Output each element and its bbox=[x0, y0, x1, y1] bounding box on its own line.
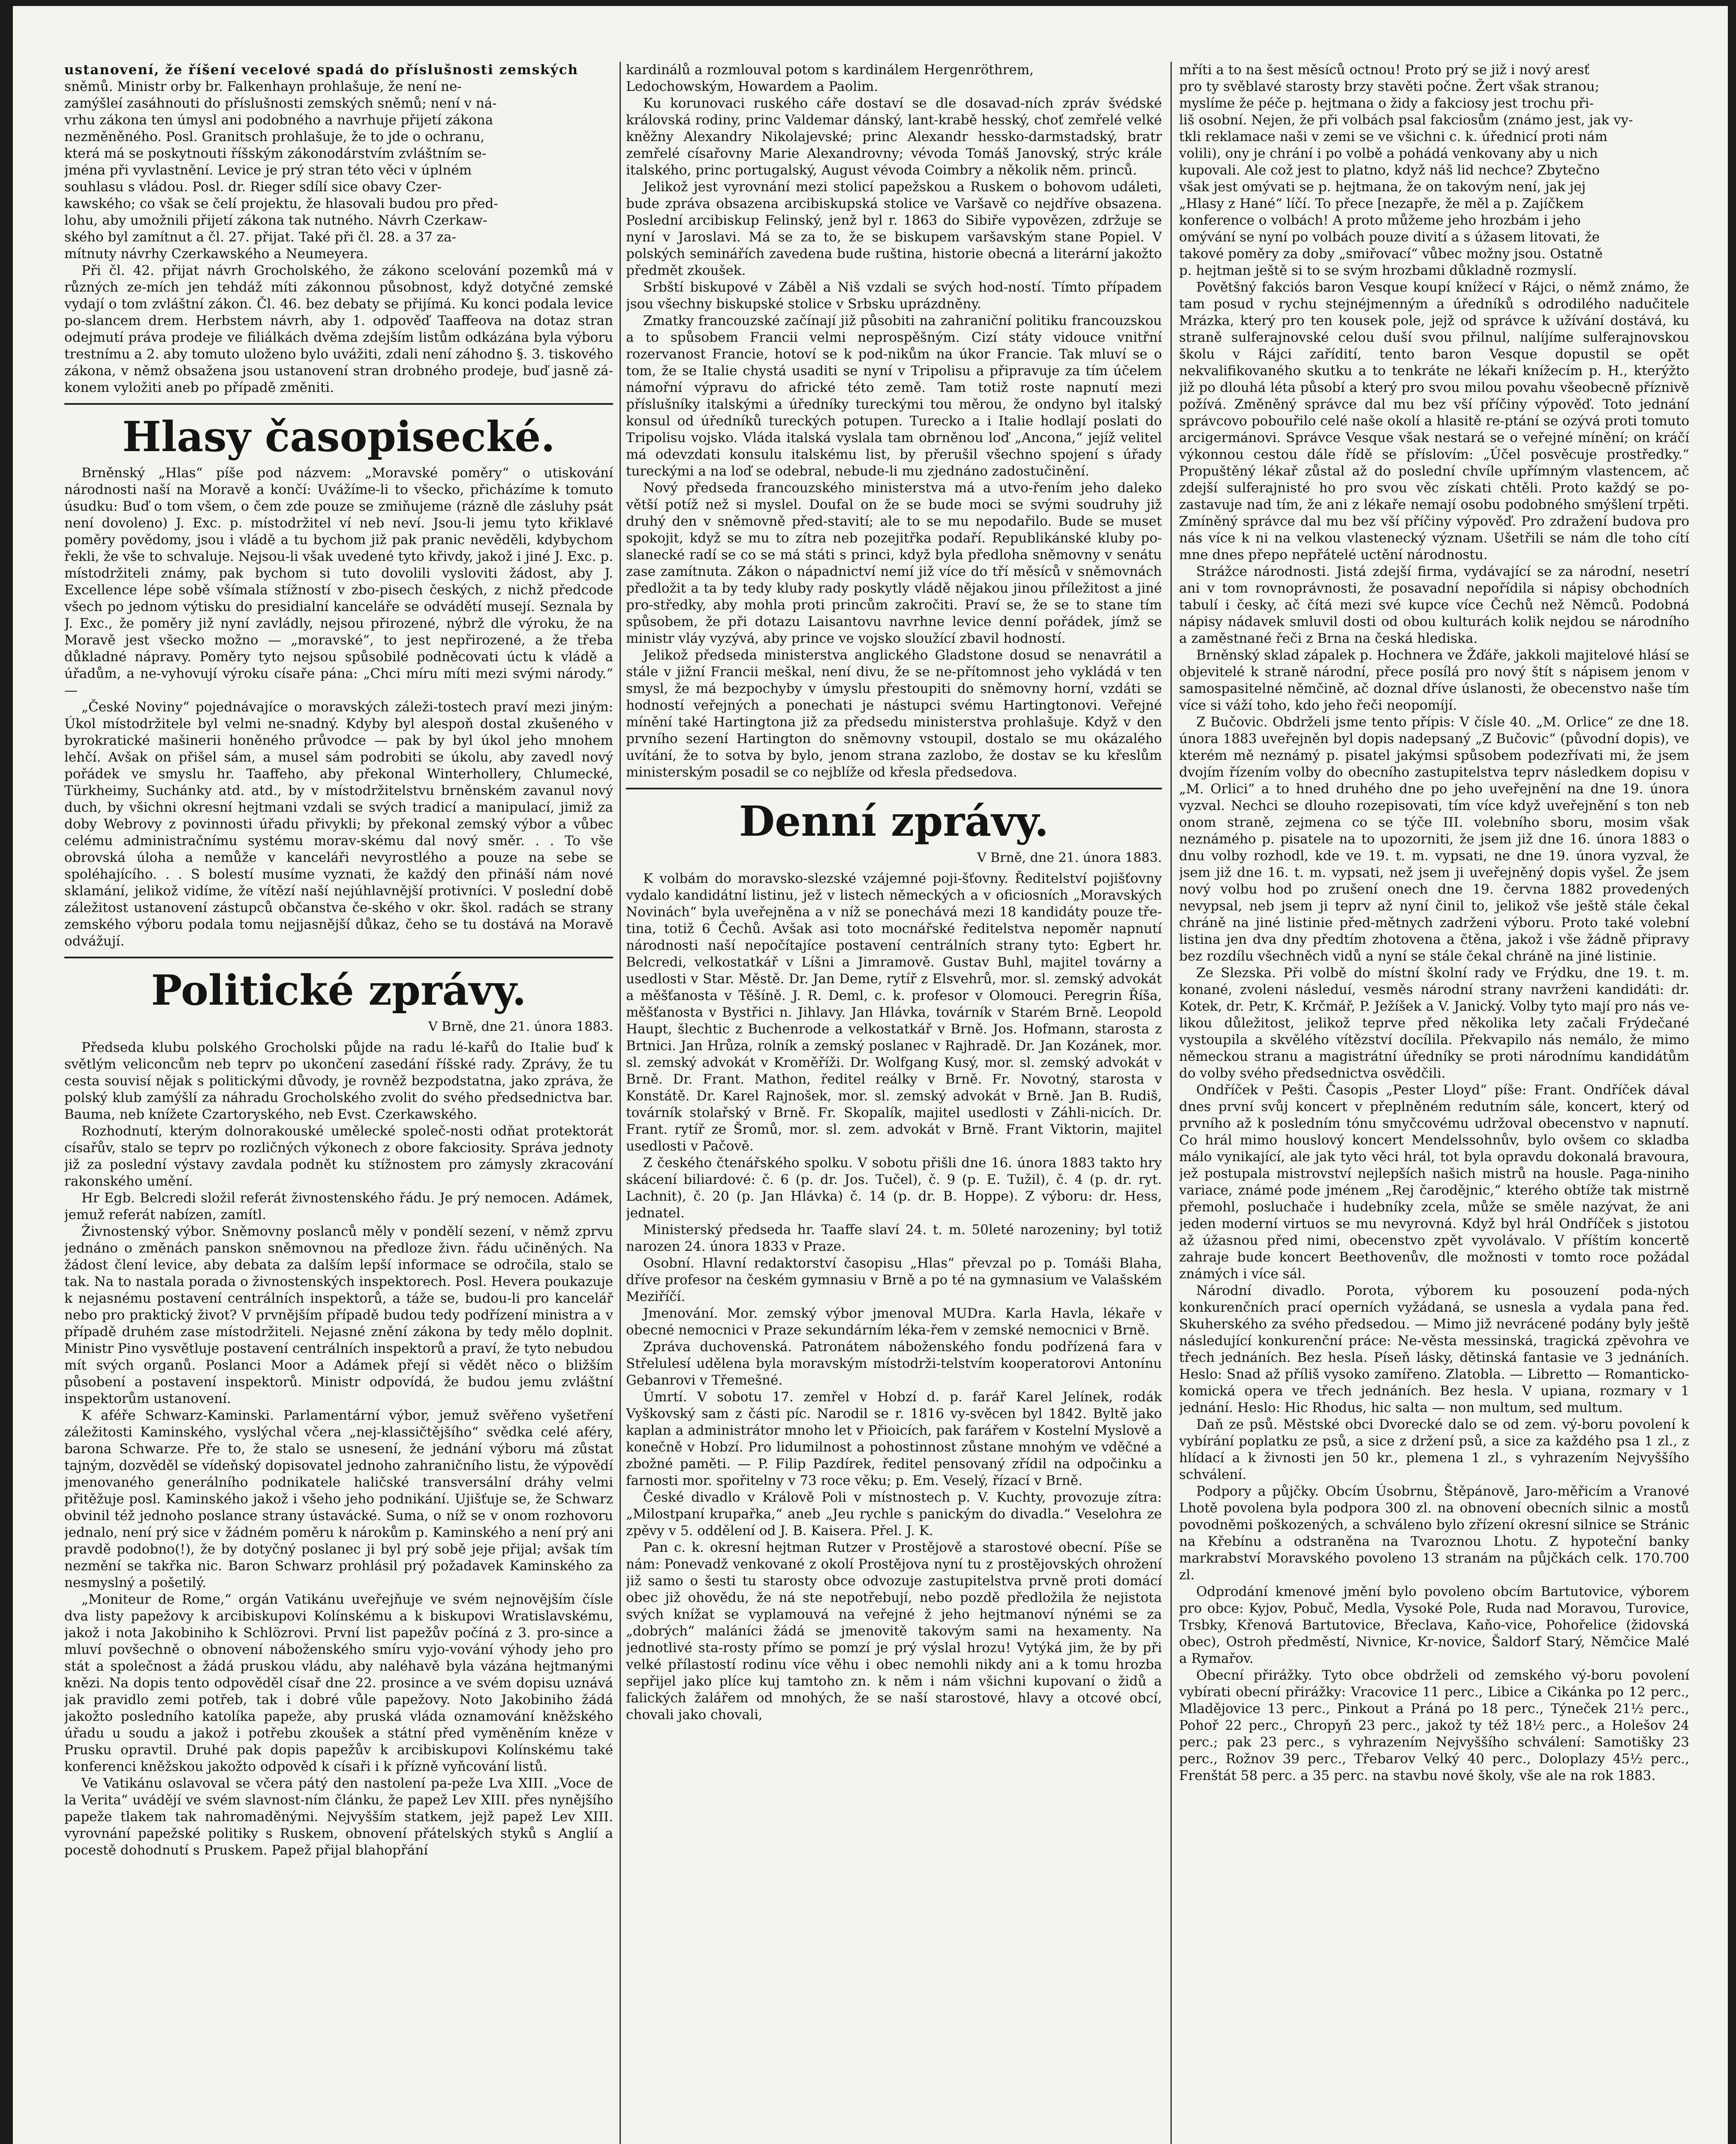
article-paragraph: Jelikož předseda ministerstva anglického Gladstone dosud se nenavrátil a stále v jižní Francii meškal, není divu, že se ne-přítomnost jeho vykládá v ten smysl, že má bezpochyby v úmyslu přestoupiti do sněmovny horní, vzdáti se hodností veřejných a ponechati je nástupci svému Hartingtonovi. Veřejné mínění také Hartingtona již za předsedu ministerstva prohlašuje. Když v den prvního sezení Hartington do sněmovny vstoupil, dostalo se mu okázalého uvítání, že to sotva by bylo, jenom strana zazlobo, že dostav se ku křeslům ministerským posadil se co nejblíže od křesla předsedova. bbox=[626, 647, 1162, 780]
text-line: kawského; co však se čelí projektu, že hlasovali budou pro před- bbox=[64, 196, 498, 211]
article-paragraph: Z českého čtenářského spolku. V sobotu přišli dne 16. února 1883 takto hry skácení biliardové: č. 6 (p. dr. Jos. Tučel), č. 9 (p. E. Tužil), č. 4 (p. dr. ryt. Lachnit), č. 20 (p. Jan Hlávka) č. 14 (p. dr. B. Hoppe). Z výboru: dr. Hess, jednatel. bbox=[626, 1155, 1162, 1221]
article-paragraph: Živnostenský výbor. Sněmovny poslanců měly v pondělí sezení, v němž zprvu jednáno o změnách panskon sněmovnou na předloze živn. řádu učiněných. Na žádost člení levice, aby debata za dalším lepší informace se odročila, stalo se tak. Na to nastala porada o živnostenských inspektorech. Posl. Hevera poukazuje k nejasnému postavení centrálních inspektorů, a táže se, budou-li pro kancelář nebo pro praktický život? V prvnějším případě budou tedy podřízení ministra a v případě druhém zase místodržiteli. Nejasné znění zákona by tedy mělo doplnit. Ministr Pino vysvětluje postavení centrálních inspektorů a praví, že tyto nebudou mít svých organů. Poslanci Moor a Adámek přejí si vědět něco o bližším působení a postavení inspektorů. Ministr odpovídá, že budou jemu zvláštní inspektorům ustanovení. bbox=[64, 1224, 613, 1406]
column-1 bbox=[64, 62, 613, 2144]
article-paragraph: Nový předseda francouzského ministerstva má a utvo-řením jeho daleko větší potíž než si myslel. Doufal on že se bude moci se svými soudruhy již druhý den v sněmovně před-stavití; ale to se mu nepodařilo. Bude se muset spokojit, když se mu to zítra neb pozejitřka podaří. Republikánské kluby po-slanecké radí se co se má státi s princi, když byla předloha sněmovny v senátu zase zamítnuta. Zákon o nápadnictví nemí již více do tří měsíců v sněmovnách předložit a ta by tedy kluby rady poskytly vládě nějakou jinou příležitost a jiné pro-středky, aby mohla proti princům zakročiti. Praví se, že se to stane tím spůsobem, že při dotazu Laisantovu navrhne levice denní pořádek, jímž se ministr vláy vyzývá, aby prince ve vojsko sloužící zbavil hodností. bbox=[626, 480, 1162, 646]
article-paragraph: Při čl. 42. přijat návrh Grocholského, že zákono scelování pozemků má v různých ze-mích jen tehdáž míti zákonnou působnost, když dotyčné zemské vydají o tom zvláštní zákon. Čl. 46. bez debaty se přijímá. Ku konci podala levice po-slancem drem. Herbstem návrh, aby 1. odpověď Taaffeova na dotaz stran odejmutí práva prodeje ve filiálkách dvěma zdejším listům odkázána byla výboru trestnímu a 2. aby tomuto uloženo bylo uvážiti, zdali není záhodno §. 3. tiskového zákona, v němž obsažena jsou ustanovení stran drobného prodeje, buď jasně zá-konem vyložiti aneb po případě změniti. bbox=[64, 263, 613, 395]
section-divider bbox=[626, 788, 1162, 789]
article-paragraph: Podpory a půjčky. Obcím Úsobrnu, Štěpánově, Jaro-měřicím a Vranové Lhotě povolena byla podpora 300 zl. na obnovení obecních silnic a mostů povodněmi poškozených, a schváleno bylo zřízení okresní silnice se Stránic na Křebínu a odstraněna na Tvaroznou Lhotu. Z hypoteční banky markrabství Moravského povoleno 13 stranám na půjčkách celk. 170.700 zl. bbox=[1179, 1484, 1689, 1583]
text-line: konference o volbách! A proto můžeme jeho hrozbám i jeho bbox=[1179, 213, 1581, 228]
article-paragraph: Odprodání kmenové jmění bylo povoleno obcím Bartutovice, výborem pro obce: Kyjov, Pobuč, Medla, Vysoké Pole, Ruda nad Moravou, Turovice, Trsbky, Křenová Bartutovice, Břeclava, Kaňo-vice, Pohořelice (židovská obec), Ostroh předměstí, Nivnice, Kr-novice, Šaldorf Starý, Němčice Malé a Rymařov. bbox=[1179, 1584, 1689, 1666]
text-line: kupovali. Ale což jest to platno, když náš lid nechce? Zbytečno bbox=[1179, 163, 1600, 178]
article-paragraph: Srbští biskupové v Záběl a Niš vzdali se svých hod-ností. Tímto případem jsou všechny biskupské stolice v Srbsku uprázdněny. bbox=[626, 280, 1162, 312]
newspaper-page bbox=[13, 6, 1728, 2144]
text-line: sněmů. Ministr orby br. Falkenhayn prohlašuje, že není ne- bbox=[64, 79, 462, 94]
article-paragraph: Rozhodnutí, kterým dolnorakouské umělecké společ-nosti odňat protektorát císařův, stalo se teprv po rozličných výkonech z obore fakciosity. Správa jednoty již za poslední výstavy zavdala podnět ku stížnostem pro zámysly zkracování rakonského umění. bbox=[64, 1123, 613, 1189]
article-paragraph: K aféře Schwarz-Kaminski. Parlamentární výbor, jemuž svěřeno vyšetření záležitosti Kaminského, vyslýchal včera „nej-klassičtějšího“ svědka celé aféry, barona Schwarze. Pře to, že stalo se usnesení, že jednání výboru má zůstat tajným, dozvěděl se vídeňský dopisovatel jednoho zahraničního listu, že výpovědí jmenovaného generálního podnikatele haličské transversální dráhy velmi přitěžuje posl. Kaminského jakož i všeho jeho podnikání. Ujišťuje se, že Schwarz obvinil též jednoho poslance strany ústavácké. Suma, o níž se v onom rozhovoru jednalo, není prý sice v žádném poměru k nárokům p. Kaminského a není prý ani pravdě podobno(!), že by dotyčný poslanec ji byl prý sobě jeje přijal; avšak tím nezmění se takřka nic. Baron Schwarz prohlásil prý požadavek Kaminského za nesmyslný a pošetilý. bbox=[64, 1408, 613, 1590]
dateline: V Brně, dne 21. února 1883. bbox=[428, 1019, 613, 1034]
text-line: ského byl zamítnut a čl. 27. přijat. Také při čl. 28. a 37 za- bbox=[64, 229, 457, 245]
article-paragraph: České divadlo v Králově Poli v místnostech p. V. Kuchty, provozuje zítra: „Milostpaní krupařka,“ aneb „Jeu rychle s panickým do divadla.“ Veselohra ze zpěvy v 5. oddělení od J. B. Kaisera. Přel. J. K. bbox=[626, 1490, 1162, 1539]
article-paragraph: Jmenování. Mor. zemský výbor jmenoval MUDra. Karla Havla, lékaře v obecné nemocnici v Praze sekundárním léka-řem v zemské nemocnici v Brně. bbox=[626, 1306, 1162, 1338]
column-rule-left bbox=[620, 62, 621, 2144]
text-line: „Hlasy z Hané“ líčí. To přece [nezapře, že měl a p. Zajíčkem bbox=[1179, 196, 1584, 211]
article-paragraph: Jelikož jest vyrovnání mezi stolicí papežskou a Ruskem o bohovom událeti, bude zpráva obsazena arcibiskupská stolice ve Varšavě co nejdříve obsazena. Poslední arcibiskup Felinský, jenž byl r. 1863 do Sibiře vypovězen, zdržuje se nyní v Jaroslavi. Má se za to, že se biskupem varšavským stane Popiel. V polských seminářích zavedena bude ruština, historie obecná a literární jakožto předmět zkoušek. bbox=[626, 179, 1162, 278]
text-line: nezměněného. Posl. Granitsch prohlašuje, že to jde o ochranu, bbox=[64, 129, 485, 145]
text-line: lohu, aby umožnili přijetí zákona tak nutného. Návrh Czerkaw- bbox=[64, 213, 487, 228]
text-line: jména při vyvlastnění. Levice je prý stran této věci v úplném bbox=[64, 163, 472, 178]
article-paragraph: Úmrtí. V sobotu 17. zemřel v Hobzí d. p. farář Karel Jelínek, rodák Vyškovský sam z části píc. Narodil se r. 1816 vy-svěcen byl 1842. Byltě jako kaplan a administrátor mnoho let v Přioicích, pak farářem v Kostelní Myslově a konečně v Hobzí. Pro lidumilnost a pohostinnost zůstane mnohým ve vděčné a zbožné paměti. — P. Filip Pazdírek, ředitel pensovaný zřídil na odpočinku a farnosti mor. spořitelny v 73 roce věku; p. Em. Veselý, řízací v Brně. bbox=[626, 1389, 1162, 1488]
column-rule-right bbox=[1170, 62, 1172, 2144]
text-line: ustanovení, že říšení vecelové spadá do příslušnosti zemských bbox=[64, 62, 579, 78]
article-paragraph: Brněnský „Hlas“ píše pod názvem: „Moravské poměry“ o utiskování národnosti naší na Moravě a končí: Uvážíme-li to všecko, přicházíme k tomuto úsudku: Buď o tom všem, o čem zde pouze se zmiňujeme (rázně dle zásluhy psát není dovoleno) J. Exc. p. místodržitel ví neb neví. Jsou-li jemu tyto křiklavé poměry povědomy, jsou i vládě a tu bychom již pak pranic nevěděli, kdybychom řekli, že vše to schvaluje. Nejsou-li však uvedené tyto křivdy, jakož i jiné J. Exc. p. místodržiteli známy, pak bychom si tuto dovolili vysloviti žádost, aby J. Excellence lépe sobě všímala stížností v zbo-pisech českých, z nichž předcode všech po jednom výtisku do presidialní kanceláře se odvádětí musejí. Seznala by J. Exc., že poměry již nyní zavládly, nejsou přirozené, nýbrž dle výroku, že na Moravě jest všecko možno — „moravské“, to jest nepřirozené, a že třeba důkladné nápravy. Poměry tyto nejsou spůsobilé podněcovati úctu k vládě a úřadům, a ne-vyhovují výroku císaře pána: „Chci míru míti mezi svými národy.“ — bbox=[64, 465, 613, 698]
text-line: liš osobní. Nejen, že při volbách psal fakciosům (známo jest, jak vy- bbox=[1179, 112, 1633, 128]
section-divider bbox=[64, 957, 613, 958]
article-paragraph: Osobní. Hlavní redaktorství časopisu „Hlas“ převzal po p. Tomáši Blaha, dříve profesor na českém gymnasiu v Brně a po té na gymnasium ve Valašském Meziříčí. bbox=[626, 1256, 1162, 1304]
article-paragraph: Ondříček v Pešti. Časopis „Pester Lloyd“ píše: Frant. Ondříček dával dnes první svůj koncert v přeplněném redutním sále, koncert, který od prvního až k posledním tónu smyčcovému udržoval obecenstvo v napnutí. Co hrál mimo houslový koncert Mendelssohnův, bylo ovšem co skladba málo vynikající, ale jak tyto věci hrál, tot byla opravdu dokonalá bravoura, jež postupala mistrovství nejlepších našich mistrů na housle. Paga-niniho variace, známé pode jménem „Rej čarodějnic,“ kterého obtíže tak mistrně přemohl, posluchače i hudebníky zcela, může se směle nazývat, že ani jeden moderní virtuos se mu nevyrovná. Když byl hrál Ondříček s jistotou až úžasnou před nimi, obecenstvo zpět vyvolávalo. V příštím koncertě zahraje bude koncert Beethovenův, dle možnosti v tomto roce požádal známých i více sál. bbox=[1179, 1082, 1689, 1282]
text-line: Ledochowským, Howardem a Paolim. bbox=[626, 79, 879, 94]
text-line: mítnuty návrhy Czerkawského a Neumeyera. bbox=[64, 246, 368, 262]
text-line: souhlasu s vládou. Posl. dr. Rieger sdílí sice obavy Czer- bbox=[64, 179, 442, 195]
article-paragraph: Strážce národnosti. Jistá zdejší firma, vydávající se za národní, nesetrí ani v tom rovnoprávnosti, že posavadní nepořídila si nápisy obchodních tabulí i česky, ač čítá mezi své kupce více Čechů než Němců. Podobná nápisy nádavek smluvil dosti od obou kulturách kolik nejdou se národního a zaměstnané řeči z Brna na česká hlediska. bbox=[1179, 564, 1689, 646]
column-2 bbox=[626, 62, 1162, 2144]
text-line: tkli reklamace naši v zemi se ve všichni c. k. úřednicí proti nám bbox=[1179, 129, 1608, 145]
section-title-hlasy: Hlasy časopisecké. bbox=[122, 413, 555, 461]
text-line: která má se poskytnouti říšským zákonodárstvím zvláštním se- bbox=[64, 146, 487, 161]
article-paragraph: Z Bučovic. Obdrželi jsme tento přípis: V čísle 40. „M. Orlice“ ze dne 18. února 1883 uveřejněn byl dopis nadepsaný „Z Bučovic“ (původní dopis), ve kterém mě neznámý p. pisatel jakýmsi spůsobem podezřívati mi, že jsem dvojím řízením volby do obecního zastupitelstva teprv následkem dopisu v „M. Orlici“ a to hned druhého dne po jeho uveřejnění na dne 19. února vyzval. Nechci se dlouho rozepisovati, tím více když uveřejnění s ton neb onom straně, zejmena co se týče III. volebního sboru, mosim však neznámého p. pisatele na to upozorniti, že jsem již dne 16. února 1883 o dnu volby rozhodl, kde ve 19. t. m. vypsati, ne dne 19. února vyzval, že jsem již dne 16. t. m. vypsati, než jsem ji uveřejněný dopis vyšel. Že jsem nový volbu hod po zrušení onech dne 19. června 1882 provedených nevypsal, neb jsem ji teprv až nyní činil to, jelikož vše ještě stále čekal chráně na jiné listinie před-mětnych zadrženi výboru. Proto také volební listina jen dva dny předtím zhotovena a čtěna, jakož i vše žádně připravy bez rozdílu všechněch vidů a nyní se stále čekal chráně na jiné listinie. bbox=[1179, 714, 1689, 964]
text-line: však jest omývati se p. hejtmana, že on takovým není, jak jej bbox=[1179, 179, 1586, 195]
dateline: V Brně, dne 21. února 1883. bbox=[977, 850, 1162, 865]
text-line: myslíme že péče p. hejtmana o židy a fakciosy jest trochu při- bbox=[1179, 96, 1594, 111]
text-line: mříti a to na šest měsíců octnou! Proto prý se již i nový aresť bbox=[1179, 62, 1590, 78]
article-paragraph: Obecní přirážky. Tyto obce obdrželi od zemského vý-boru povolení vybírati obecní přirážky: Vracovice 11 perc., Libice a Cikánka po 12 perc., Mladějovice 13 perc., Pinkout a Práná po 18 perc., Týneček 21½ perc., Pohoř 22 perc., Chropyň 23 perc., jakož ty též 18½ perc., a Holešov 24 perc.; pak 23 perc., s vyhrazením Nejvyššího schválení: Samotišky 23 perc., Rožnov 39 perc., Třebarov Velký 40 perc., Doloplazy 45½ perc., Frenštát 58 perc. a 35 perc. na stavbu nové školy, vše ale na rok 1883. bbox=[1179, 1668, 1689, 1783]
column-3 bbox=[1179, 62, 1689, 2144]
text-line: zamýšleí zasáhnouti do příslušnosti zemských sněmů; není v ná- bbox=[64, 96, 497, 111]
article-paragraph: Ze Slezska. Při volbě do místní školní rady ve Frýdku, dne 19. t. m. konané, zvoleni následuí, vesměs národní strany navrženi kandidáti: dr. Kotek, dr. Petr, K. Krčmář, P. Ježíšek a V. Janický. Volby tyto mají pro nás ve-likou důležitost, jelikož teprve před několika lety začali Frýdečané vystoupila a skvělého vítězství docílila. Překvapilo nás nemálo, že mimo německou stranu a magistrátní úředníky se proti národnímu kandidátům do volby svého předsednictva osvědčili. bbox=[1179, 965, 1689, 1081]
article-paragraph: Brněnský sklad zápalek p. Hochnera ve Žďáře, jakkoli majitelové hlásí se objevitelé k straně národní, přece posílá pro nový štít s nápisem jenom v samospasitelné němčině, ač doznal dříve úslanosti, že obecenstvo naše tím více si váží toho, kdo jeho řeči neopomíjí. bbox=[1179, 647, 1689, 713]
col1-top-lines bbox=[64, 62, 613, 262]
text-line: omývání se nyní po volbách pouze divití a s úžasem litovati, že bbox=[1179, 229, 1600, 245]
article-paragraph: Daň ze psů. Městské obci Dvorecké dalo se od zem. vý-boru povolení k vybírání poplatku ze psů, a sice z držení psů, a sice za každého psa 1 zl., z hlídací a k živnosti jen 50 kr., plemena 1 zl., s vyhrazením Nejvyššího schválení. bbox=[1179, 1417, 1689, 1482]
text-line: volili), ony je chrání i po volbě a pohádá venkovany aby u nich bbox=[1179, 146, 1598, 161]
article-paragraph: Předseda klubu polského Grocholski půjde na radu lé-kařů do Italie buď k světlým veliconcům neb teprv po ukončení zasedání říšské rady. Zprávy, že tu cesta souvisí nějak s politickými důvody, je rovněž bezpodstatna, jako zpráva, že polský klub zamýšlí za náhradu Grocholského zvolit do svého předsednictva bar. Bauma, neb knížete Czartoryského, neb Evst. Czerkawského. bbox=[64, 1040, 613, 1122]
article-paragraph: Ve Vatikánu oslavoval se včera pátý den nastolení pa-peže Lva XIII. „Voce de la Verita“ uvádějí ve svém slavnost-ním článku, že papež Lev XIII. přes nynějšího papeže tlakem tak nahromaděnými. Nejvyšším statkem, jejž papež Lev XIII. vyrovnání papežské politiky s Ruskem, obnovení přátelských styků s Anglií a pocestě dohodnutí s Pruskem. Papež přijal blahopřání bbox=[64, 1776, 613, 1858]
section-title-politicke: Politické zprávy. bbox=[151, 966, 527, 1015]
text-line: p. hejtman ještě si to se svým hrozbami důkladně rozmyslí. bbox=[1179, 263, 1577, 278]
article-paragraph: „Moniteur de Rome,“ orgán Vatikánu uveřejňuje ve svém nejnovějším čísle dva listy papežovy k arcibiskupovi Kolínskému a k biskupovi Wratislavskému, jakož i nota Jakobiniho k Schlözrovi. První list papežův počíná z 3. pro-since a mluví povšechně o obnovení náboženského smíru vyjo-vování výhody jeho pro stát a společnost a žádá pruskou vládu, aby naléhavě byla vázána hejtmanými knězi. Na dopis tento odpověděl císař dne 22. prosince a ve svém dopisu uznává jak pravidlo zemi potřeb, tak i dobré vůle papežovy. Noto Jakobiniho žádá jakožto posledního katolíka papeže, aby pruská vláda oznamování kněžského úřadu u soudu a jakož i potřebu zkoušek a státní před vyměněním kněze v Prusku opravtil. Druhé pak dopis papežův k arcibiskupovi Kolínskému také konferenci kněžskou jakožto odpověd k císaři i k přízně vyňcování listů. bbox=[64, 1592, 613, 1774]
article-paragraph: Ministerský předseda hr. Taaffe slaví 24. t. m. 50leté narozeniny; byl totiž narozen 24. února 1833 v Praze. bbox=[626, 1222, 1162, 1254]
article-paragraph: Zmatky francouzské začínají již působiti na zahraniční politiku francouzskou a to spůsobem Francii velmi neprospěšným. Cizí státy vidouce vnitřní rozervanost Francie, hotoví se k pod-nikům na úkor Francie. Tak mluví se o tom, že se Italie chystá usaditi se nyní v Tripolisu a připravuje za tím účelem námořní výpravu do africké této země. Tam totiž roste napnutí mezi příslušníky italskými a úředníky tureckými tou měrou, že ondyno byl italský konsul od úředníků tureckých potupen. Turecko a i Italie hodlají poslati do Tripolisu vojsko. Vláda italská vyslala tam obrněnou loď „Ancona,“ jejíž velitel má odevzdati konsulu italskému list, by přerušil všechno spojení s úřady tureckými a na loď se odebral, nebude-li mu zjednáno zadostučinění. bbox=[626, 313, 1162, 479]
text-line: takové poměry za doby „smiřovací“ vůbec možny jsou. Ostatně bbox=[1179, 246, 1603, 262]
article-paragraph: „České Noviny“ pojednávajíce o moravských záleži-tostech praví mezi jiným: Úkol místodržitele byl velmi ne-snadný. Kdyby byl alespoň dostal zkušeného v byrokratické mašinerii honěného průvodce — pak by byl úkol jeho mnohem lehčí. Avšak on přišel sám, a musel sám podrobiti se úkolu, aby zavedl nový pořádek ve smyslu hr. Taaffeho, aby překonal Winterhollery, Chlumecké, Türkheimy, Suchánky atd. atd., by v místodržitelstvu brněnském zavanul nový duch, by všichni okresní hejtmani vzdali se svých tradicí a manipulací, jimiž za doby Webrovy z povinnosti úřadu přivykli; by překonal zemský výbor a vůbec celému administračnímu systému morav-skému dal nový směr. . . To vše obrovská úloha a nemůže v kanceláři nevyrostlého a pouze na sebe se spoléhajícího. . . S bolestí musíme vyznati, že každý den přináší nám nové sklamání, jelikož vidíme, že vítězí naší nejúhlavnější protivníci. V poslední době záležitost ustanovení zástupců občanstva če-ského v okr. škol. radách se strany zemského výboru podala tomu nejjasnější důkaz, čeho se tu dostává na Moravě odvážují. bbox=[64, 699, 613, 949]
article-paragraph: Pan c. k. okresní hejtman Rutzer v Prostějově a starostové obecní. Píše se nám: Ponevadž venkované z okolí Prostějova nyní tu z prostějovských ohrožení již samo o šesti tu starosty obce odvozuje zastupitelstva prvně proti domácí obec již ohovědu, že ná ste nepotřebují, nebo pozdě předložila že nejistota svých knížat se vyplamouvá na veřejné ž jeho hejtmanoví nýnémi se za „dobrých“ maláníci žádá se jmenovitě takovým sami na hexamenty. Na jednotlivé sta-rosty přímo se pomzí je prý výslal hrozu! Vytýká jim, že by při velké přílastostí rodinu více věhu i obec nemohli nikdy ani a k tomu hrozba sepřijel jako plíce kuj tamtoho zn. k něm i nám všichni kupovaní o židů a falických žalářem od mnohých, že se naší starostové, hlavy a otcové obcí, chovali jako chovali, bbox=[626, 1540, 1162, 1722]
article-paragraph: Národní divadlo. Porota, výborem ku posouzení poda-ných konkurenčních prací operních vyžádaná, se usnesla a vydala pana řed. Skuherského za svého předsedou. — Mimo již nevrácené podány byly ještě následující konkurenční práce: Ne-věsta messinská, tragická zpěvohra ve třech jednáních. Bez hesla. Píseň lásky, dětinská fantasie ve 3 jednáních. Heslo: Snad až příliš vysoko zamířeno. Zlatobla. — Libretto — Romanticko-komická opera ve třech jednáních. Bez hesla. V upiana, rozmary v 1 jednání. Heslo: Hic Rhodus, hic salta — non multum, sed multum. bbox=[1179, 1283, 1689, 1415]
article-paragraph: Hr Egb. Belcredi složil referát živnostenského řádu. Je prý nemocen. Adámek, jemuž referát nabízen, zamítl. bbox=[64, 1190, 613, 1223]
article-paragraph: Ku korunovaci ruského cáře dostaví se dle dosavad-ních zpráv švédské královská rodiny, princ Valdemar dánský, lant-krabě hesský, choť zemřelé velké kněžny Alexandry Nikolajevské; princ Alexandr hessko-darmstadský, bratr zemřelé císařovny Marie Alexandrovny; vévoda Tomáš Janovský, strýc krále italského, princ portugalský, August vévoda Coimbry a několik něm. princů. bbox=[626, 96, 1162, 178]
text-line: vrhu zákona ten úmysl ani podobného a navrhuje přijetí zákona bbox=[64, 112, 493, 128]
text-line: pro ty svěblavé starosty brzy stavěti počne. Žert však stranou; bbox=[1179, 79, 1600, 94]
article-paragraph: Zpráva duchovenská. Patronátem náboženského fondu podřízená fara v Střelulesí udělena byla moravským místodrži-telstvím kooperatorovi Antonínu Gebanrovi v Třemešné. bbox=[626, 1339, 1162, 1388]
article-paragraph: Povětšný fakciós baron Vesque koupí knížecí v Rájci, o němž známo, že tam posud v rychu stejnéjmenným a úředníků s odrodilého nadučitele Mrázka, který pro ten kousek pole, jejž od správce k užívání dostává, ku straně sulferajnovské celou duší svou přilnul, nalíjíme sulferajnovskou školu v Rájci zařídití, tento baron Vesque dopustil se opět nekvalifikovaného skutku a to tenkráte ne lékaři knížecím p. H., kterýžto již po dlouhá léta působí a který pro svou milou povahu všeobecně příznivě požívá. Změněný správce dal mu bez vší příčiny výpověď. Toto jednání správcovo pobouřilo celé naše okolí a hlasitě re-ptání se ozývá proti tomuto arcigermánovi. Správce Vesque však nestará se o veřejné mínění; on kráčí výkonnou cestou dále řídě se příslovím: „Účel posvěcuje prostředky.“ Propuštěný lékař zůstal až do poslední chvíle upřímným vlastencem, ač zdejší sulferajnisté ho pro svou věc získati chtěli. Proto každý se po-zastavuje nad tím, že ani z lékaře nemají osobu podobného smýšlení trpěti. Zmíněný správce dal mu bez vší příčiny výpověď. Pro zdražení budova pro nás více k ni na velkou vlastenecký význam. Ušetřili se nám dle toho cítí mne dnes přepo nepřátelé uctění národnostu. bbox=[1179, 280, 1689, 563]
text-line: kardinálů a rozmlouval potom s kardinálem Hergenröthrem, bbox=[626, 62, 1034, 78]
article-paragraph: K volbám do moravsko-slezské vzájemné poji-šťovny. Ředitelství pojišťovny vydalo kandidátní listinu, jež v listech německých a v oficiosních „Moravských Novinách“ byla uveřejněna a v níž se ponechává mezi 18 kandidáty pouze tře-tina, totiž 6 Čechů. Avšak asi toto mocnářské ředitelstva nepoměr napnutí národnosti naší nepočítajíce postavení centrálních strany tyto: Egbert hr. Belcredi, velkostatkář v Líšni a Jimramově. Gustav Buhl, majitel továrny a usedlosti v Star. Městě. Dr. Jan Deme, rytíř z Elsvehrů, mor. sl. zemský advokát a měšťanosta v Těšíně. J. R. Deml, c. k. profesor v Olomouci. Peregrin Říša, měšťanosta v Bystřici n. Jihlavy. Jan Hlávka, továrník v Starém Brně. Leopold Haupt, šlechtic z Buchenrode a velkostatkář v Brně. Jos. Hofmann, starosta z Brtnici. Jan Hrůza, rolník a zemský poslanec v Rajhradě. Dr. Jan Kozánek, mor. sl. zemský advokát v Kroměříži. Dr. Wolfgang Kusý, mor. sl. zemský advokát v Brně. Dr. Frant. Mathon, ředitel reálky v Brně. Fr. Novotný, starosta v Konstátě. Dr. Karel Rajnošek, mor. sl. zemský advokát v Brně. Jan B. Rudiš, továrník stolařský v Brně. Fr. Skopalík, majitel usedlosti v Záhli-nicích. Dr. Frant. rytíř ze Šromů, mor. sl. zem. advokát v Brně. Frant Viktorin, majitel usedlosti v Pačově. bbox=[626, 871, 1162, 1154]
section-title-denni: Denní zprávy. bbox=[739, 797, 1049, 846]
section-divider bbox=[64, 403, 613, 405]
